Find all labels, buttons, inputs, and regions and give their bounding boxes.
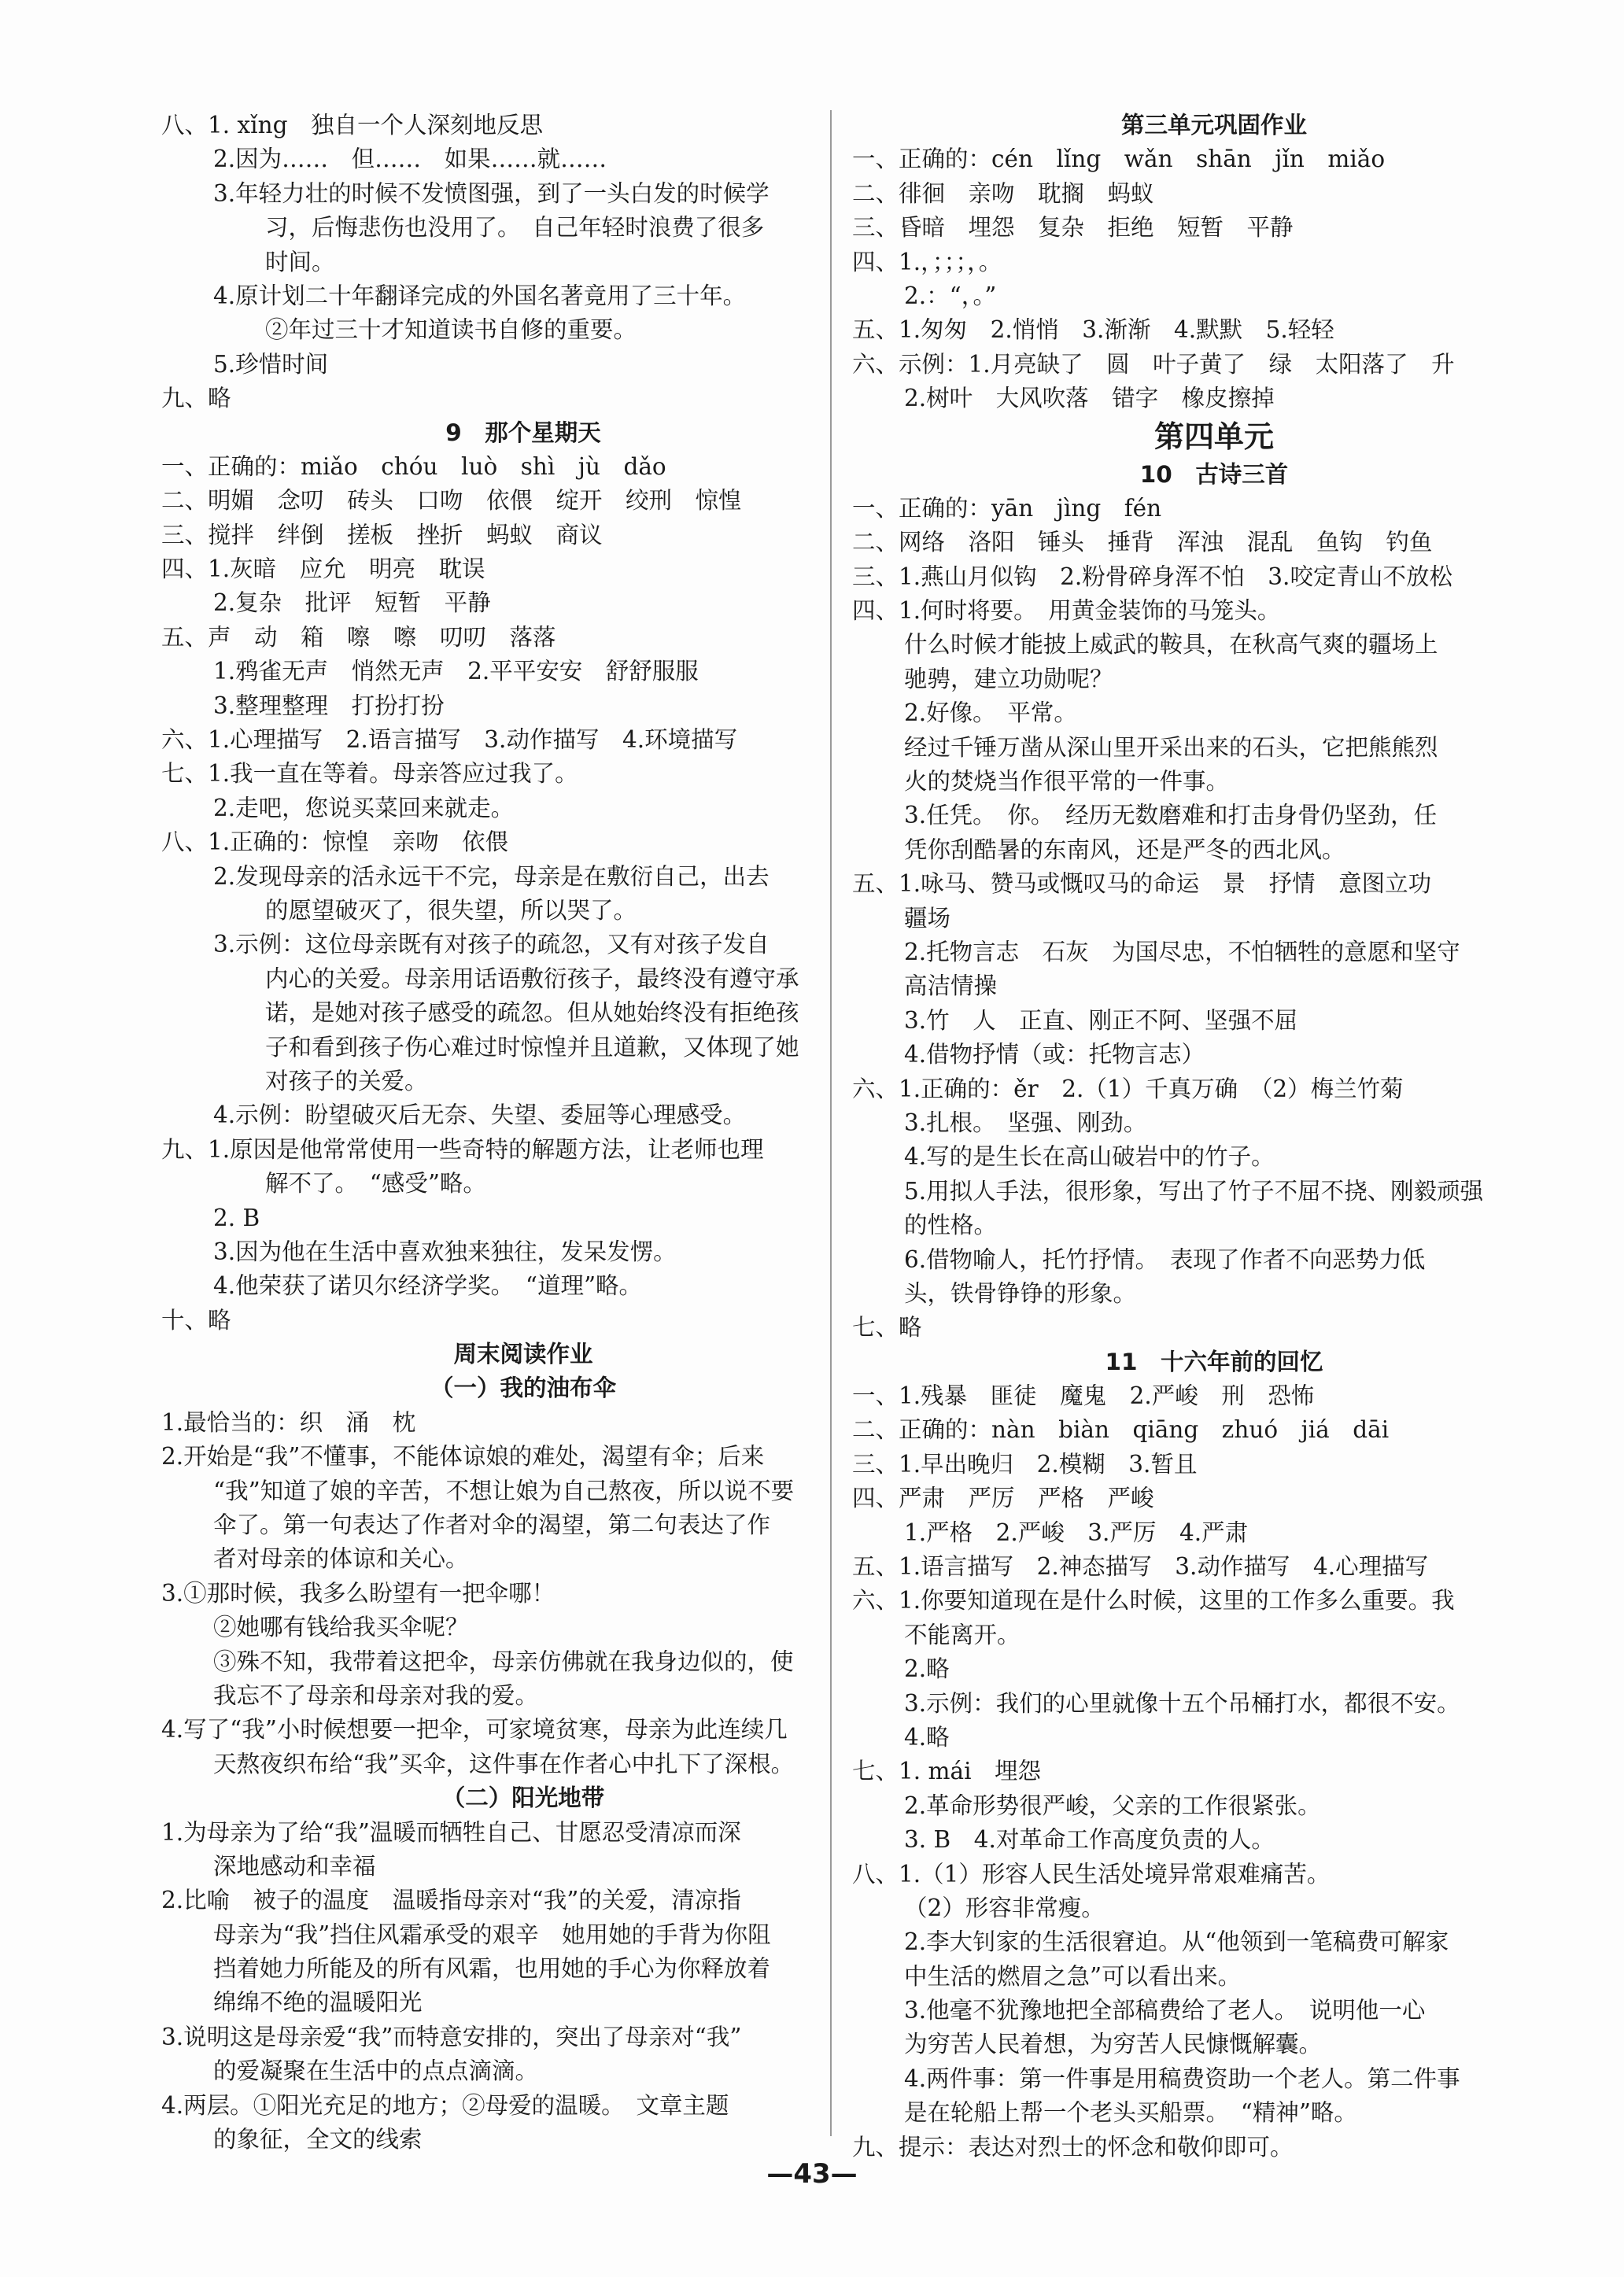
answer-line: 3.年轻力壮的时候不发愤图强，到了一头白发的时候学 — [213, 179, 770, 207]
answer-line: 习，后悔悲伤也没用了。 自己年轻时浪费了很多 — [265, 214, 765, 242]
answer-line: 1.鸦雀无声 悄然无声 2.平平安安 舒舒服服 — [213, 658, 699, 685]
answer-line: （2）形容非常瘦。 — [904, 1894, 1105, 1921]
unit-heading: 第四单元 — [1153, 419, 1274, 454]
answer-line: 四、严肃 严厉 严格 严峻 — [852, 1485, 1154, 1512]
answer-line: 3.整理整理 打扮打扮 — [213, 692, 445, 719]
answer-line: 2.树叶 大风吹落 错字 橡皮擦掉 — [904, 385, 1275, 412]
answer-line: 2.复杂 批评 短暂 平静 — [213, 589, 491, 617]
answer-line: 头，铁骨铮铮的形象。 — [904, 1279, 1137, 1307]
section-heading: 9 那个星期天 — [445, 419, 601, 446]
answer-line: 五、声 动 箱 嚓 嚓 叨叨 落落 — [161, 623, 556, 651]
section-heading: 周末阅读作业 — [453, 1341, 593, 1368]
answer-line: 3.他毫不犹豫地把全部稿费给了老人。 说明他一心 — [904, 1997, 1426, 2024]
answer-line: 2.因为…… 但…… 如果……就…… — [213, 146, 607, 173]
answer-line: 六、示例：1.月亮缺了 圆 叶子黄了 绿 太阳落了 升 — [852, 350, 1455, 378]
section-heading: 10 古诗三首 — [1139, 460, 1289, 488]
answer-line: 凭你刮酷暑的东南风，还是严冬的西北风。 — [904, 836, 1345, 863]
answer-line: 经过千锤万凿从深山里开采出来的石头，它把熊熊烈 — [904, 733, 1438, 761]
column-divider — [830, 110, 832, 2136]
answer-line: 六、1.你要知道现在是什么时候，这里的工作多么重要。我 — [852, 1587, 1455, 1615]
answer-line: 是在轮船上帮一个老头买船票。 “精神”略。 — [904, 2099, 1357, 2127]
answer-line: 2.开始是“我”不懂事，不能体谅娘的难处，渴望有伞；后来 — [161, 1443, 765, 1471]
answer-line: 高洁情操 — [904, 972, 998, 1000]
answer-line: 5.用拟人手法，很形象，写出了竹子不屈不挠、刚毅顽强 — [904, 1177, 1484, 1205]
answer-line: 2.托物言志 石灰 为国尽忠，不怕牺牲的意愿和坚守 — [904, 938, 1460, 965]
answer-line: 二、正确的：nàn biàn qiāng zhuó jiá dāi — [852, 1416, 1390, 1444]
answer-line: 4.两层。①阳光充足的地方；②母爱的温暖。 文章主题 — [161, 2091, 729, 2119]
answer-line: 4.示例：盼望破灭后无奈、失望、委屈等心理感受。 — [213, 1102, 747, 1129]
answer-line: 四、1.，；；；，。 — [852, 248, 1002, 275]
answer-line: 二、网络 洛阳 锤头 捶背 浑浊 混乱 鱼钩 钓鱼 — [852, 529, 1433, 556]
answer-line: 1.严格 2.严峻 3.严厉 4.严肃 — [904, 1519, 1249, 1546]
answer-line: 中生活的燃眉之急”可以看出来。 — [904, 1962, 1242, 1990]
answer-line: 时间。 — [265, 248, 335, 275]
answer-line: 五、1.咏马、赞马或慨叹马的命运 景 抒情 意图立功 — [852, 870, 1432, 898]
answer-line: 一、正确的：cén lǐng wǎn shān jǐn miǎo — [852, 146, 1386, 173]
answer-line: 六、1.心理描写 2.语言描写 3.动作描写 4.环境描写 — [161, 726, 738, 754]
answer-line: 九、提示：表达对烈士的怀念和敬仰即可。 — [852, 2133, 1294, 2161]
answer-line: 伞了。第一句表达了作者对伞的渴望，第二句表达了作 — [213, 1511, 771, 1539]
answer-line: 三、1.燕山月似钩 2.粉骨碎身浑不怕 3.咬定青山不放松 — [852, 563, 1452, 590]
answer-line: 七、1.我一直在等着。母亲答应过我了。 — [161, 760, 578, 788]
answer-line: 3.①那时候，我多么盼望有一把伞哪！ — [161, 1579, 555, 1607]
answer-line: 4.借物抒情（或：托物言志） — [904, 1041, 1205, 1068]
answer-line: 疆场 — [904, 904, 951, 932]
answer-line: 3.扎根。 坚强、刚劲。 — [904, 1109, 1147, 1136]
answer-line: 2.略 — [904, 1655, 950, 1683]
answer-line: 深地感动和幸福 — [213, 1852, 376, 1880]
answer-line: 诺，是她对孩子感受的疏忽。但从她始终没有拒绝孩 — [265, 999, 799, 1027]
answer-line: 者对母亲的体谅和关心。 — [213, 1545, 469, 1573]
answer-line: 4.原计划二十年翻译完成的外国名著竟用了三十年。 — [213, 282, 747, 309]
answer-line: 五、1.匆匆 2.悄悄 3.渐渐 4.默默 5.轻轻 — [852, 316, 1334, 344]
answer-line: 的象征，全文的线索 — [213, 2126, 423, 2153]
answer-line: 三、1.早出晚归 2.模糊 3.暂且 — [852, 1450, 1198, 1478]
section-heading: 第三单元巩固作业 — [1120, 112, 1307, 138]
answer-line: 挡着她力所能及的所有风霜，也用她的手心为你释放着 — [213, 1955, 771, 1983]
answer-line: 为穷苦人民着想，为穷苦人民慷慨解囊。 — [904, 2031, 1323, 2058]
answer-line: 对孩子的关爱。 — [265, 1067, 428, 1094]
answer-line: 七、略 — [852, 1314, 922, 1341]
answer-line: 1.为母亲为了给“我”温暖而牺牲自己、甘愿忍受清凉而深 — [161, 1818, 741, 1846]
answer-line: ③殊不知，我带着这把伞，母亲仿佛就在我身边似的，使 — [213, 1648, 794, 1675]
answer-line: 八、1.正确的：惊惶 亲吻 依偎 — [161, 829, 509, 856]
answer-line: 内心的关爱。母亲用话语敷衍孩子，最终没有遵守承 — [265, 965, 799, 992]
answer-line: 2. B — [213, 1204, 260, 1231]
answer-line: 驰骋，建立功勋呢？ — [904, 665, 1113, 692]
answer-line: 2.比喻 被子的温度 温暖指母亲对“我”的关爱，清凉指 — [161, 1887, 741, 1914]
answer-line: 三、昏暗 埋怨 复杂 拒绝 短暂 平静 — [852, 214, 1294, 242]
answer-line: 4.两件事：第一件事是用稿费资助一个老人。第二件事 — [904, 2065, 1460, 2092]
answer-line: 3.竹 人 正直、刚正不阿、坚强不屈 — [904, 1006, 1298, 1034]
answer-line: 子和看到孩子伤心难过时惊惶并且道歉，又体现了她 — [265, 1033, 799, 1061]
answer-line: 3.示例：我们的心里就像十五个吊桶打水，都很不安。 — [904, 1689, 1460, 1717]
answer-line: “我”知道了娘的辛苦，不想让娘为自己熬夜，所以说不要 — [213, 1477, 795, 1504]
section-heading: 11 十六年前的回忆 — [1105, 1348, 1323, 1375]
answer-line: 火的焚烧当作很平常的一件事。 — [904, 768, 1230, 795]
answer-line: 八、1. xǐng 独自一个人深刻地反思 — [161, 112, 543, 138]
answer-line: 四、1.灰暗 应允 明亮 耽误 — [161, 555, 485, 583]
answer-line: 3.示例：这位母亲既有对孩子的疏忽，又有对孩子发自 — [213, 931, 770, 958]
answer-line: 3. B 4.对革命工作高度负责的人。 — [904, 1826, 1275, 1854]
answer-line: 绵绵不绝的温暖阳光 — [213, 1989, 423, 2017]
answer-line: 解不了。 “感受”略。 — [265, 1170, 486, 1198]
answer-line: 的性格。 — [904, 1212, 998, 1239]
answer-line: ②年过三十才知道读书自修的重要。 — [265, 316, 637, 344]
answer-line: ②她哪有钱给我买伞呢？ — [213, 1614, 469, 1641]
answer-line: 2.走吧，您说买菜回来就走。 — [213, 794, 515, 821]
answer-line: 八、1.（1）形容人民生活处境异常艰难痛苦。 — [852, 1860, 1331, 1888]
answer-line: 我忘不了母亲和母亲对我的爱。 — [213, 1681, 539, 1709]
answer-line: 3.因为他在生活中喜欢独来独往，发呆发愣。 — [213, 1238, 677, 1265]
answer-line: 一、正确的：miǎo chóu luò shì jù dǎo — [161, 452, 666, 480]
left-answer-column — [161, 109, 885, 2157]
answer-line: 三、搅拌 绊倒 搓板 挫折 蚂蚁 商议 — [161, 521, 603, 548]
answer-line: 九、1.原因是他常常使用一些奇特的解题方法，让老师也理 — [161, 1135, 764, 1163]
answer-line: 五、1.语言描写 2.神态描写 3.动作描写 4.心理描写 — [852, 1553, 1429, 1581]
answer-line: 4.略 — [904, 1723, 950, 1751]
answer-line: 1.最恰当的：织 涌 枕 — [161, 1408, 416, 1436]
answer-line: 二、明媚 念叨 砖头 口吻 依偎 绽开 绞刑 惊惶 — [161, 487, 742, 515]
answer-line: 2.：“，。” — [904, 282, 997, 309]
answer-line: 3.任凭。 你。 经历无数磨难和打击身骨仍坚劲，任 — [904, 802, 1438, 829]
answer-line: 四、1.何时将要。 用黄金装饰的马笼头。 — [852, 597, 1281, 625]
answer-line: 2.革命形势很严峻，父亲的工作很紧张。 — [904, 1792, 1321, 1819]
answer-line: 2.发现母亲的活永远干不完，母亲是在敷衍自己，出去 — [213, 862, 770, 890]
answer-line: 4.他荣获了诺贝尔经济学奖。 “道理”略。 — [213, 1272, 643, 1300]
answer-line: 6.借物喻人，托竹抒情。 表现了作者不向恶势力低 — [904, 1246, 1426, 1273]
section-heading: （一）我的油布伞 — [430, 1375, 616, 1402]
answer-line: 天熬夜织布给“我”买伞，这件事在作者心中扎下了深根。 — [213, 1750, 795, 1777]
answer-line: 的愿望破灭了，很失望，所以哭了。 — [265, 896, 637, 924]
right-answer-column — [852, 109, 1576, 2164]
answer-line: 3.说明这是母亲爱“我”而特意安排的，突出了母亲对“我” — [161, 2023, 742, 2050]
answer-line: 母亲为“我”挡住风霜承受的艰辛 她用她的手背为你阻 — [213, 1921, 771, 1948]
answer-line: 什么时候才能披上威武的鞍具，在秋高气爽的疆场上 — [904, 631, 1438, 659]
answer-line: 4.写的是生长在高山破岩中的竹子。 — [904, 1143, 1275, 1171]
answer-line: 十、略 — [161, 1306, 231, 1334]
answer-line: 不能离开。 — [904, 1621, 1021, 1648]
answer-line: 七、1. mái 埋怨 — [852, 1758, 1042, 1785]
answer-line: 5.珍惜时间 — [213, 350, 329, 378]
answer-line: 2.好像。 平常。 — [904, 699, 1077, 727]
answer-line: 九、略 — [161, 385, 231, 412]
answer-line: 2.李大钊家的生活很窘迫。从“他领到一笔稿费可解家 — [904, 1928, 1449, 1956]
answer-line: 一、正确的：yān jìng fén — [852, 494, 1162, 522]
answer-line: 4.写了“我”小时候想要一把伞，可家境贫寒，母亲为此连续几 — [161, 1716, 788, 1744]
page-number: —43— — [766, 2158, 858, 2190]
answer-line: 一、1.残暴 匪徒 魔鬼 2.严峻 刑 恐怖 — [852, 1382, 1315, 1410]
answer-line: 二、徘徊 亲吻 耽搁 蚂蚁 — [852, 179, 1154, 207]
answer-line: 的爱凝聚在生活中的点点滴滴。 — [213, 2057, 539, 2085]
answer-line: 六、1.正确的：ěr 2.（1）千真万确 （2）梅兰竹菊 — [852, 1075, 1404, 1102]
section-heading: （二）阳光地带 — [441, 1784, 605, 1812]
